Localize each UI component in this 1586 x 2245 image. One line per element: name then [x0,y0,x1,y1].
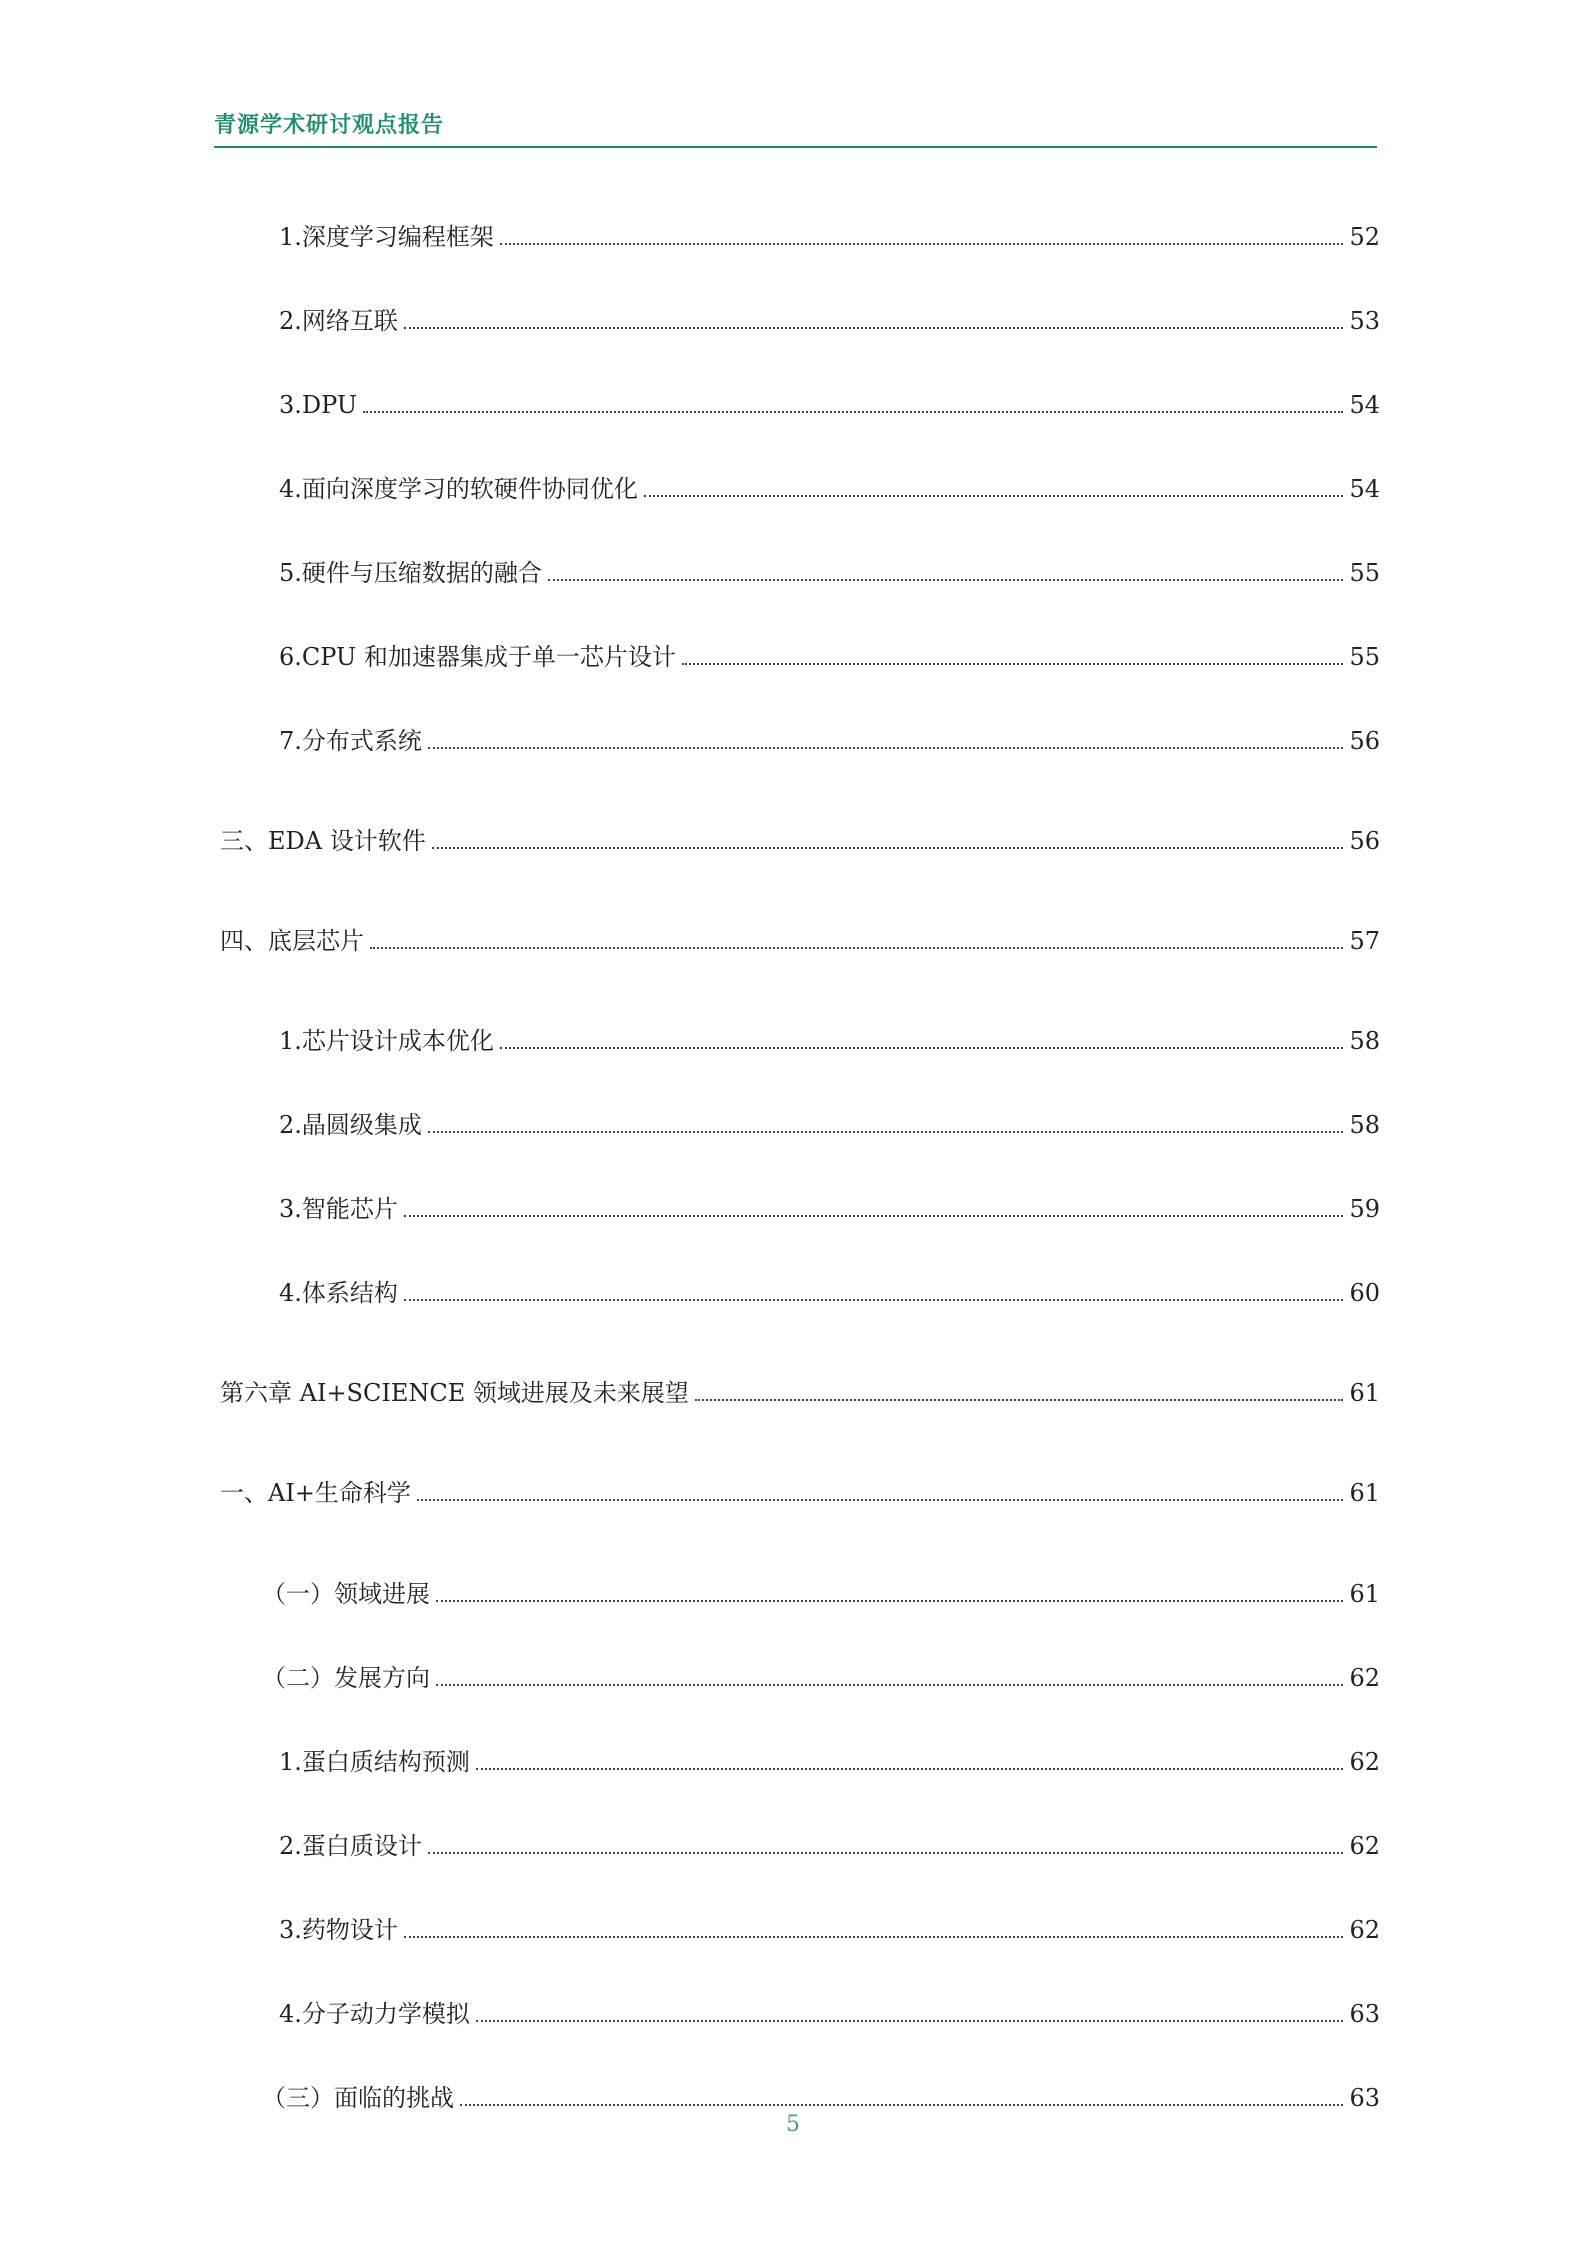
toc-entry-page: 54 [1349,391,1380,419]
toc-entry-label: 4.面向深度学习的软硬件协同优化 [279,475,638,503]
toc-entry-page: 60 [1349,1279,1380,1307]
toc-entry-label: 1.蛋白质结构预测 [279,1748,470,1776]
toc-entry-page: 53 [1349,307,1380,335]
toc-dot-leader [370,947,1343,949]
toc-entry-page: 56 [1349,727,1380,755]
toc-entry-page: 54 [1349,475,1380,503]
toc-entry-label: （二）发展方向 [262,1664,430,1692]
toc-entry-label: 三、EDA 设计软件 [220,827,426,855]
toc-entry[interactable] [279,556,1380,590]
toc-entry[interactable] [279,1276,1380,1310]
toc-entry[interactable] [220,1376,1380,1410]
toc-entry[interactable] [262,2081,1380,2115]
toc-entry-page: 63 [1349,2084,1380,2112]
toc-entry-label: 2.网络互联 [279,307,398,335]
toc-entry-page: 55 [1349,559,1380,587]
toc-entry[interactable] [262,1577,1380,1611]
toc-entry-page: 61 [1349,1379,1380,1407]
toc-dot-leader [548,579,1344,581]
toc-entry-label: 一、AI+生命科学 [220,1479,411,1507]
toc-dot-leader [476,1768,1344,1770]
header-title: 青源学术研讨观点报告 [214,112,445,138]
toc-entry[interactable] [220,924,1380,958]
toc-entry-page: 52 [1349,223,1380,251]
toc-entry[interactable] [220,1476,1380,1510]
toc-entry[interactable] [279,640,1380,674]
toc-entry-page: 57 [1349,927,1380,955]
toc-entry-label: （一）领域进展 [262,1580,430,1608]
toc-entry-page: 62 [1349,1664,1380,1692]
toc-entry-label: 5.硬件与压缩数据的融合 [279,559,542,587]
toc-entry-label: 四、底层芯片 [220,927,364,955]
toc-entry[interactable] [279,1997,1380,2031]
toc-entry-label: 3.DPU [279,391,358,419]
toc-entry[interactable] [279,724,1380,758]
toc-dot-leader [436,1684,1343,1686]
toc-entry-page: 58 [1349,1111,1380,1139]
toc-dot-leader [404,1215,1344,1217]
toc-entry-label: 7.分布式系统 [279,727,422,755]
toc-entry[interactable] [279,388,1380,422]
toc-entry[interactable] [279,1192,1380,1226]
toc-dot-leader [500,243,1344,245]
toc-dot-leader [417,1499,1344,1501]
toc-dot-leader [428,1131,1344,1133]
toc-entry-page: 61 [1349,1479,1380,1507]
toc-dot-leader [695,1399,1344,1401]
toc-dot-leader [644,495,1344,497]
toc-entry-label: 第六章 AI+SCIENCE 领域进展及未来展望 [220,1379,689,1407]
toc-dot-leader [404,1936,1344,1938]
toc-entry-label: 3.药物设计 [279,1916,398,1944]
toc-entry[interactable] [279,1913,1380,1947]
toc-dot-leader [363,411,1343,413]
toc-entry-label: 1.芯片设计成本优化 [279,1027,494,1055]
toc-entry-page: 55 [1349,643,1380,671]
toc-entry[interactable] [279,220,1380,254]
toc-entry[interactable] [262,1661,1380,1695]
toc-dot-leader [682,663,1344,665]
toc-entry[interactable] [279,1745,1380,1779]
toc-entry-page: 63 [1349,2000,1380,2028]
page-number: 5 [786,2112,800,2137]
toc-dot-leader [404,1299,1344,1301]
toc-entry-label: 2.晶圆级集成 [279,1111,422,1139]
toc-dot-leader [428,1852,1344,1854]
toc-dot-leader [460,2104,1343,2106]
toc-dot-leader [476,2020,1344,2022]
toc-dot-leader [404,327,1344,329]
toc-entry-page: 61 [1349,1580,1380,1608]
toc-entry-page: 59 [1349,1195,1380,1223]
toc-dot-leader [432,847,1344,849]
toc-entry-label: 6.CPU 和加速器集成于单一芯片设计 [279,643,676,671]
toc-entry-page: 62 [1349,1832,1380,1860]
toc-entry-label: 4.体系结构 [279,1279,398,1307]
toc-entry-label: 4.分子动力学模拟 [279,2000,470,2028]
toc-entry-page: 56 [1349,827,1380,855]
page-header [214,110,1377,148]
toc-entry[interactable] [220,824,1380,858]
toc-entry[interactable] [279,304,1380,338]
toc-entry-page: 62 [1349,1748,1380,1776]
toc-entry-label: 1.深度学习编程框架 [279,223,494,251]
toc-dot-leader [500,1047,1344,1049]
toc-entry-label: 2.蛋白质设计 [279,1832,422,1860]
toc-entry[interactable] [279,1829,1380,1863]
toc-entry-page: 58 [1349,1027,1380,1055]
toc-entry-page: 62 [1349,1916,1380,1944]
toc-entry[interactable] [279,472,1380,506]
toc-dot-leader [436,1600,1343,1602]
toc-entry-label: （三）面临的挑战 [262,2084,454,2112]
toc-entry[interactable] [279,1024,1380,1058]
toc-dot-leader [428,747,1344,749]
toc-entry-label: 3.智能芯片 [279,1195,398,1223]
toc-entry[interactable] [279,1108,1380,1142]
